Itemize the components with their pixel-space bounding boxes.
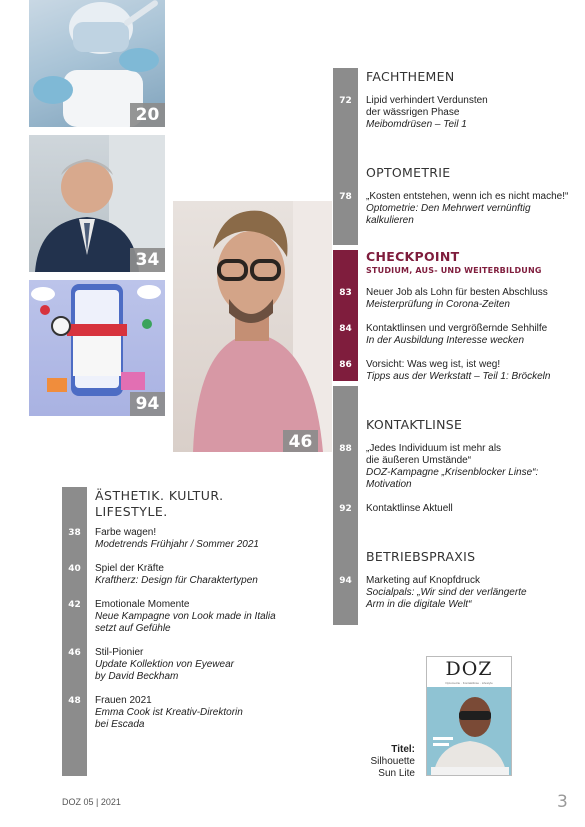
section-title-fachthemen: FACHTHEMEN xyxy=(366,69,455,84)
entry-subtitle: Optometrie: Den Mehrwert vernünftig kalkulieren xyxy=(366,203,531,226)
toc-entry[interactable] xyxy=(366,575,581,611)
entry-title: Vorsicht: Was weg ist, ist weg! xyxy=(366,359,501,370)
entry-subtitle: DOZ-Kampagne „Krisenblocker Linse“: xyxy=(366,467,539,478)
section-bar-fachthemen xyxy=(333,68,358,245)
footer-issue: DOZ 05 | 2021 xyxy=(62,797,121,807)
section-title-kontaktlinse: KONTAKTLINSE xyxy=(366,417,463,432)
page-number: 42 xyxy=(68,600,81,610)
footer-page-number: 3 xyxy=(557,792,568,812)
page-badge: 94 xyxy=(130,392,165,416)
cover-model-icon xyxy=(427,687,512,776)
businessman-portrait-image[interactable] xyxy=(29,135,165,272)
toc-entry[interactable] xyxy=(366,191,581,227)
toc-entry[interactable] xyxy=(366,287,581,311)
cover-label: Titel: xyxy=(391,744,415,755)
entry-title: der wässrigen Phase xyxy=(366,107,460,118)
entry-subtitle: Socialpals: „Wir sind der verlängerte xyxy=(366,587,527,598)
entry-subtitle: Meibomdrüsen – Teil 1 xyxy=(366,119,467,130)
page-number: 84 xyxy=(339,324,352,334)
entry-title: Emotionale Momente xyxy=(95,599,190,610)
section-title-lifestyle xyxy=(95,488,224,520)
entry-subtitle: Motivation xyxy=(366,479,412,490)
entry-title: „Jedes Individuum ist mehr als xyxy=(366,443,502,454)
entry-subtitle: Arm in die digitale Welt“ xyxy=(366,599,472,610)
page-number: 83 xyxy=(339,288,352,298)
entry-subtitle: Update Kollektion von Eyewear xyxy=(95,659,234,670)
page-number: 92 xyxy=(339,504,352,514)
toc-entry[interactable] xyxy=(366,443,581,491)
toc-entry[interactable] xyxy=(366,359,581,383)
entry-title: die äußeren Umstände“ xyxy=(366,455,472,466)
page-number: 40 xyxy=(68,564,81,574)
page-badge: 20 xyxy=(130,103,165,127)
toc-entry[interactable] xyxy=(95,563,315,587)
toc-entry[interactable] xyxy=(366,95,576,131)
entry-title: Lipid verhindert Verdunsten xyxy=(366,95,488,106)
page-number: 38 xyxy=(68,528,81,538)
entry-subtitle: Emma Cook ist Kreativ-Direktorin xyxy=(95,707,243,718)
toc-entry[interactable] xyxy=(95,599,315,635)
section-title-checkpoint: CHECKPOINT xyxy=(366,249,460,264)
entry-title: Farbe wagen! xyxy=(95,527,157,538)
portrait-icon xyxy=(173,201,332,452)
toc-entry[interactable] xyxy=(95,647,315,683)
man-with-glasses-portrait[interactable] xyxy=(173,201,332,452)
entry-title: Frauen 2021 xyxy=(95,695,152,706)
toc-entry[interactable] xyxy=(366,323,581,347)
toc-entry[interactable] xyxy=(95,527,315,551)
cover-line: Sun Lite xyxy=(378,768,415,779)
entry-title: Kontaktlinsen und vergrößernde Sehhilfe xyxy=(366,323,548,334)
online-shop-illustration[interactable] xyxy=(29,280,165,416)
page-number: 86 xyxy=(339,360,352,370)
entry-subtitle: bei Escada xyxy=(95,719,145,730)
section-subtitle-checkpoint: STUDIUM, AUS- UND WEITERBILDUNG xyxy=(366,266,542,275)
page-number: 72 xyxy=(339,96,352,106)
entry-title: Stil-Pionier xyxy=(95,647,144,658)
section-title-line: ÄSTHETIK. KULTUR. xyxy=(95,488,224,503)
cover-tagline: Optometrie · Kontaktlinse · Lifestyle xyxy=(445,681,493,685)
entry-title: Spiel der Kräfte xyxy=(95,563,164,574)
entry-subtitle: In der Ausbildung Interesse wecken xyxy=(366,335,525,346)
section-title-betriebspraxis: BETRIEBSPRAXIS xyxy=(366,549,476,564)
entry-subtitle: Tipps aus der Werkstatt – Teil 1: Bröckeln xyxy=(366,371,551,382)
entry-subtitle: Meisterprüfung in Corona-Zeiten xyxy=(366,299,510,310)
entry-subtitle: by David Beckham xyxy=(95,671,179,682)
entry-title: Kontaktlinse Aktuell xyxy=(366,503,453,514)
entry-subtitle: setzt auf Gefühle xyxy=(95,623,171,634)
entry-subtitle: Modetrends Frühjahr / Sommer 2021 xyxy=(95,539,259,550)
entry-title: „Kosten entstehen, wenn ich es nicht mache!“ xyxy=(366,191,569,202)
entry-title: Marketing auf Knopfdruck xyxy=(366,575,480,586)
page-number: 46 xyxy=(68,648,81,658)
page-number: 88 xyxy=(339,444,352,454)
cover-line: Silhouette xyxy=(370,756,415,767)
cover-caption xyxy=(345,744,415,780)
section-title-optometrie: OPTOMETRIE xyxy=(366,165,451,180)
page-badge: 34 xyxy=(130,248,165,272)
section-title-line: LIFESTYLE. xyxy=(95,504,168,519)
lab-scientist-image[interactable] xyxy=(29,0,165,127)
cover-logo: DOZ xyxy=(445,658,493,680)
magazine-cover[interactable] xyxy=(426,656,512,776)
entry-subtitle: Kraftherz: Design für Charaktertypen xyxy=(95,575,258,586)
page-number: 48 xyxy=(68,696,81,706)
toc-entry[interactable] xyxy=(95,695,315,731)
page-number: 78 xyxy=(339,192,352,202)
toc-entry[interactable] xyxy=(366,503,581,515)
entry-title: Neuer Job als Lohn für besten Abschluss xyxy=(366,287,548,298)
page-badge: 46 xyxy=(283,430,318,452)
page-number: 94 xyxy=(339,576,352,586)
entry-subtitle: Neue Kampagne von Look made in Italia xyxy=(95,611,276,622)
